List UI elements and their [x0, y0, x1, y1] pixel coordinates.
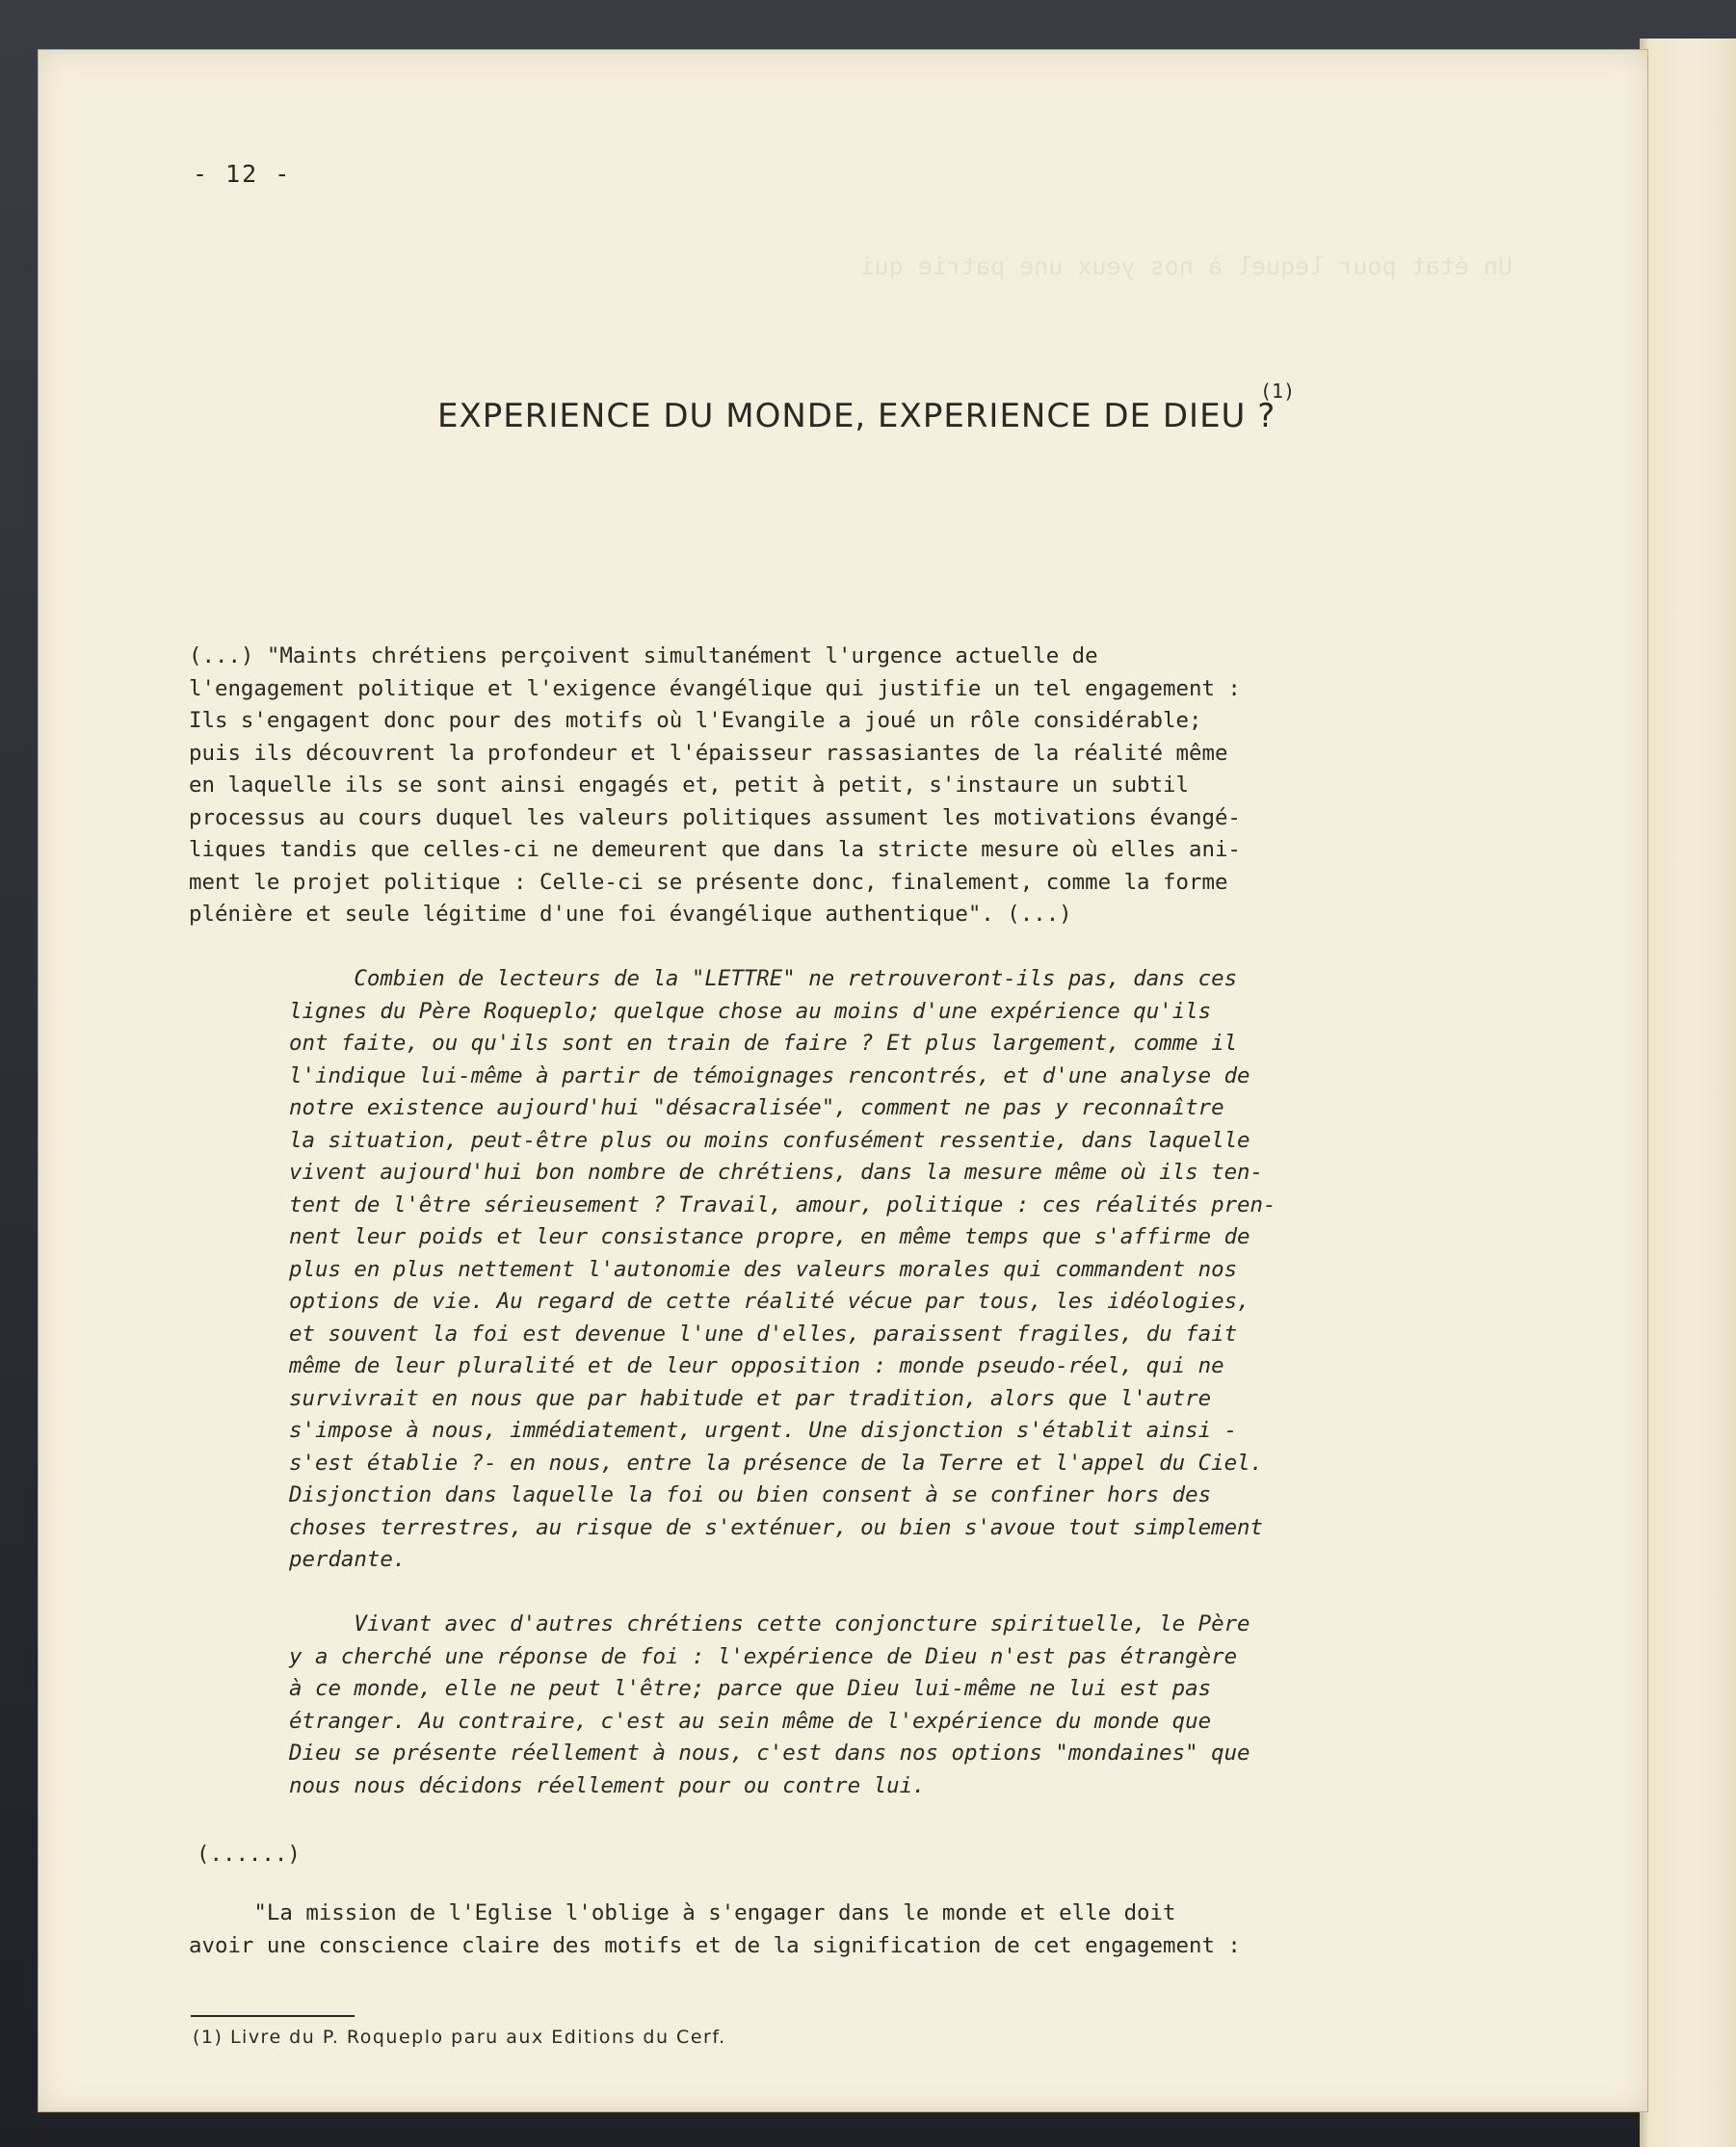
quote-paragraph-2	[189, 1898, 1241, 1962]
text-line: y a cherché une réponse de foi : l'expérience de Dieu n'est pas étrangère	[289, 1643, 1238, 1669]
text-line: s'impose à nous, immédiatement, urgent. Une disjonction s'établit ainsi -	[289, 1418, 1238, 1443]
omission-marker: (......)	[197, 1842, 301, 1867]
text-line: ont faite, ou qu'ils sont en train de faire ? Et plus largement, comme il	[289, 1031, 1238, 1056]
text-line: tent de l'être sérieusement ? Travail, amour, politique : ces réalités pren-	[289, 1191, 1276, 1218]
text-line: liques tandis que celles-ci ne demeurent que dans la stricte mesure où elles ani-	[189, 837, 1241, 862]
text-line: à ce monde, elle ne peut l'être; parce que Dieu lui-même ne lui est pas	[289, 1676, 1212, 1701]
text-line: et souvent la foi est devenue l'une d'elles, paraissent fragiles, du fait	[289, 1321, 1238, 1347]
footnote-divider	[191, 2015, 355, 2017]
text-line: Dieu se présente réellement à nous, c'est dans nos options "mondaines" que	[289, 1741, 1250, 1766]
text-line: processus au cours duquel les valeurs politiques assument les motivations évangé-	[189, 804, 1241, 830]
text-line: plénière et seule légitime d'une foi évangélique authentique". (...)	[189, 902, 1072, 927]
text-line: lignes du Père Roqueplo; quelque chose au moins d'une expérience qu'ils	[289, 998, 1212, 1024]
text-line: perdante.	[289, 1547, 407, 1572]
text-line: Combien de lecteurs de la "LETTRE" ne retrouveront-ils pas, dans ces	[289, 966, 1238, 991]
text-line: Vivant avec d'autres chrétiens cette conjoncture spirituelle, le Père	[289, 1611, 1250, 1636]
next-page-edge	[1640, 39, 1736, 2147]
text-line: plus en plus nettement l'autonomie des valeurs morales qui commandent nos	[289, 1256, 1238, 1282]
text-line: Ils s'engagent donc pour des motifs où l'Evangile a joué un rôle considérable;	[189, 708, 1202, 733]
quote-paragraph-1	[189, 641, 1241, 931]
commentary-paragraph-2	[289, 1609, 1250, 1802]
text-line: options de vie. Au regard de cette réalité vécue par tous, les idéologies,	[289, 1289, 1250, 1314]
text-line: la situation, peut-être plus ou moins confusément ressentie, dans laquelle	[289, 1127, 1250, 1153]
text-line: notre existence aujourd'hui "désacralisée", comment ne pas y reconnaître	[289, 1095, 1224, 1120]
text-line: nous nous décidons réellement pour ou contre lui.	[289, 1772, 926, 1798]
text-line: survivrait en nous que par habitude et par tradition, alors que l'autre	[289, 1385, 1212, 1411]
text-line: puis ils découvrent la profondeur et l'épaisseur rassasiantes de la réalité même	[189, 740, 1228, 766]
text-line: l'indique lui-même à partir de témoignages rencontrés, et d'une analyse de	[289, 1062, 1250, 1088]
text-line: même de leur pluralité et de leur opposition : monde pseudo-réel, qui ne	[289, 1353, 1224, 1378]
text-line: "La mission de l'Eglise l'oblige à s'engager dans le monde et elle doit	[189, 1900, 1176, 1925]
text-line: ment le projet politique : Celle-ci se présente donc, finalement, comme la forme	[189, 869, 1228, 895]
text-line: s'est établie ?- en nous, entre la présence de la Terre et l'appel du Ciel.	[289, 1450, 1264, 1476]
text-line: étranger. Au contraire, c'est au sein même de l'expérience du monde que	[289, 1708, 1212, 1734]
text-line: vivent aujourd'hui bon nombre de chrétiens, dans la mesure même où ils ten-	[289, 1160, 1264, 1185]
text-line: l'engagement politique et l'exigence évangélique qui justifie un tel engagement :	[189, 675, 1241, 701]
text-line: avoir une conscience claire des motifs et de la signification de cet engagement :	[189, 1932, 1241, 1958]
text-line: Disjonction dans laquelle la foi ou bien consent à se confiner hors des	[289, 1482, 1212, 1507]
text-line: en laquelle ils se sont ainsi engagés et, petit à petit, s'instaure un subtil	[189, 772, 1189, 798]
commentary-paragraph	[289, 963, 1276, 1577]
text-line: (...) "Maints chrétiens perçoivent simultanément l'urgence actuelle de	[189, 643, 1098, 668]
text-line: nent leur poids et leur consistance propre, en même temps que s'affirme de	[289, 1224, 1250, 1249]
title-footnote-marker: (1)	[1260, 380, 1296, 403]
page-number: - 12 -	[193, 160, 292, 188]
footnote: (1) Livre du P. Roqueplo paru aux Editions du Cerf.	[193, 2027, 726, 2048]
text-line: choses terrestres, au risque de s'exténuer, ou bien s'avoue tout simplement	[289, 1514, 1264, 1540]
page-title: EXPERIENCE DU MONDE, EXPERIENCE DE DIEU ?	[437, 397, 1276, 435]
